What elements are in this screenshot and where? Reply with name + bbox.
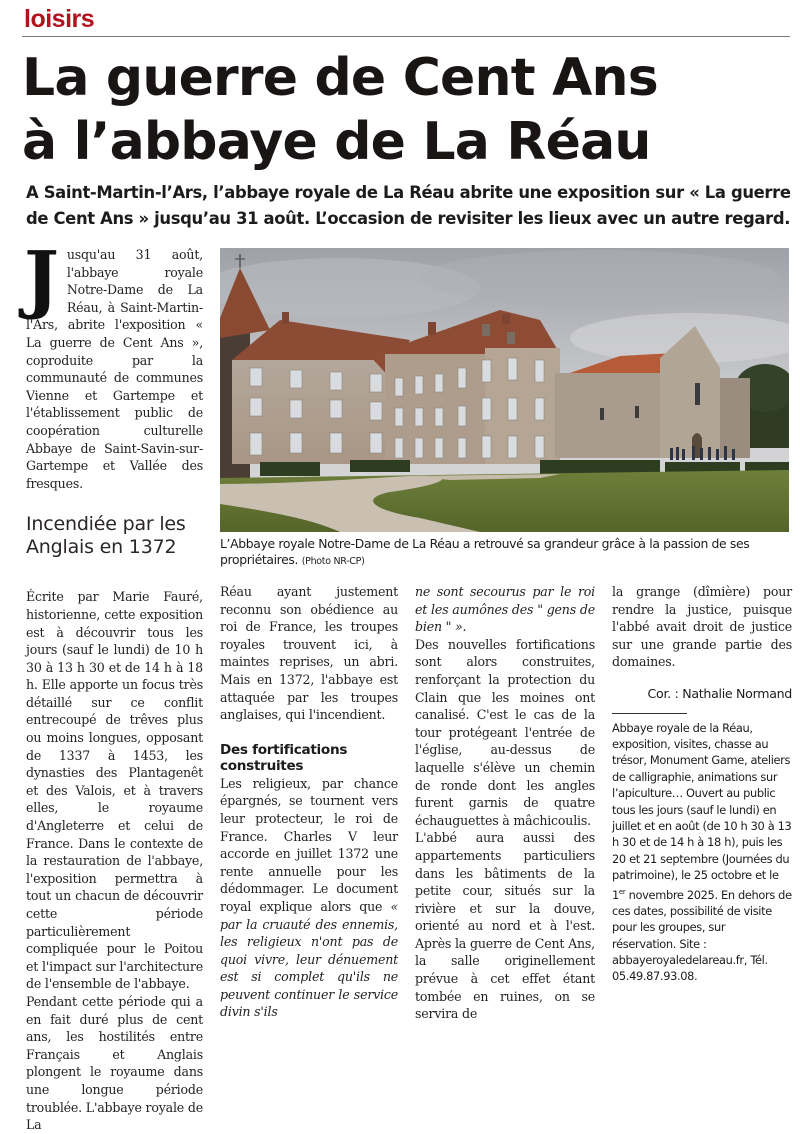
paragraph-religieux-text: Les religieux, par chance épargnés, se tournent vers leur protecteur, le roi de France. Charles V leur accorde en juillet 1372 une rente annuelle pour les dédommager. Le document royal explique alors que	[220, 775, 398, 914]
lead-paragraph: A Saint-Martin-l’Ars, l’abbaye royale de La Réau abrite une exposition sur « La guerre de Cent Ans » jusqu’au 31 août. L’occasion de revisiter les lieux avec un autre regard.	[26, 183, 791, 228]
info-superscript: er	[618, 887, 626, 896]
headline-line-1: La guerre de Cent Ans	[22, 48, 658, 108]
subheading-incendiee: Incendiée par les Anglais en 1372	[26, 513, 186, 558]
paragraph-periode-part-1: Pendant cette période qui a en fait duré plus de cent ans, les hostilités entre Français et Anglais plongent le royaume dans une longue période troublée. L'abbaye royale de La	[26, 993, 203, 1133]
abbey-photo	[220, 248, 789, 532]
info-text: Abbaye royale de la Réau, exposition, visites, chasse au trésor, Monument Game, ateliers de calligraphie, animations sur l’apiculture… Ouvert au public tous les jours (sauf le lundi) en juillet et en août (de 10 h 30 à 13 h 30 et de 14 h à 18 h), puis les 20 et 21 septembre (Journées du patrimoine), le 25 octobre et le 1	[612, 720, 792, 902]
phone-number[interactable]: Tél. 05.49.87.93.08.	[612, 953, 768, 984]
opening-paragraph-text: usqu'au 31 août, l'abbaye royale Notre-Dame de La Réau, à Saint-Martin-l'Ars, abrite l'exposition « La guerre de Cent Ans », coproduite par la communauté de communes Vienne et Gartempe et l'établissement public de coopération culturelle Abbaye de Saint-Savin-sur-Gartempe et Vallée des fresques.	[26, 247, 203, 491]
paragraph-abbe-part-2: la grange (dîmière) pour rendre la justice, puisque l'abbé avait droit de justice sur une grande partie des domaines.	[612, 584, 792, 670]
royal-document-quote-text: ne sont secourus par le roi et les aumônes des " gens de bien " ».	[415, 584, 595, 635]
author-signature: Cor. : Nathalie Normand	[647, 685, 792, 701]
section-rubric	[22, 4, 790, 37]
headline-line-2: à l’abbaye de La Réau	[22, 112, 651, 172]
photo-credit: (Photo NR-CP)	[301, 556, 365, 567]
drop-cap: J	[24, 236, 59, 322]
royal-document-quote-part-1: « par la cruauté des ennemis, les religieux n'ont pas de quoi vivre, leur dénuement est si complet qu'ils ne peuvent continuer le service divin s'ils	[220, 898, 398, 1020]
article-column-4	[612, 583, 792, 985]
info-divider	[612, 713, 687, 714]
photo-caption	[220, 536, 790, 570]
website-link[interactable]: Site : abbayeroyaledelareau.fr,	[612, 936, 748, 968]
paragraph-religieux	[220, 775, 398, 1021]
subheading-fortifications: Des fortifications construites	[220, 741, 348, 774]
section-label: loisirs	[24, 5, 95, 33]
article-column-2	[220, 583, 398, 1021]
opening-paragraph	[24, 236, 203, 492]
headline	[22, 46, 792, 174]
info-text-continued: novembre 2025. En dehors de ces dates, possibilité de visite pour les groupes, sur réservation.	[612, 887, 792, 951]
article-column-3	[415, 583, 595, 1023]
abbey-photo-illustration	[220, 248, 789, 532]
paragraph-periode-part-2: Réau ayant justement reconnu son obédience au roi de France, les troupes royales trouvent ici, à maintes reprises, un abri. Mais en 1372, l'abbaye est attaquée par les troupes anglaises, qui l'incendient.	[220, 584, 398, 723]
practical-info-box	[612, 720, 792, 985]
paragraph-abbe-part-1: L'abbé aura aussi des appartements particuliers dans les bâtiments de la petite cour, situés sur la rivière et sur la douve, orienté au nord et à l'est. Après la guerre de Cent Ans, la salle originellement prévue à cet effet étant tombée en ruines, on se servira de	[415, 830, 595, 1022]
royal-document-quote-part-2	[415, 583, 595, 636]
article-column-1	[24, 236, 203, 1134]
paragraph-exposition: Écrite par Marie Fauré, historienne, cette exposition est à découvrir tous les jours (sauf le lundi) de 10 h 30 à 13 h 30 et de 14 h à 18 h. Elle apporte un focus très détaillé sur ce conflit entrecoupé de trêves plus ou moins longues, opposant de 1337 à 1453, les dynasties des Plantagenêt et des Valois, et à travers elles, le royaume d'Angleterre et celui de France. Dans le contexte de la restauration de l'abbaye, l'exposition permettra à tout un chacun de découvrir cette période particulièrement compliquée pour le Poitou et l'impact sur l'architecture de l'ensemble de l'abbaye.	[26, 589, 203, 992]
paragraph-fortifications: Des nouvelles fortifications sont alors construites, renforçant la protection du Clain que les moines ont canalisé. C'est le cas de la tour protégeant l'entrée de l'église, au-dessus de laquelle s'élève un chemin de ronde dont les angles furent garnis de quatre échauguettes à mâchicoulis.	[415, 636, 595, 828]
caption-text: L’Abbaye royale Notre-Dame de La Réau a retrouvé sa grandeur grâce à la passion de ses propriétaires.	[220, 536, 750, 567]
